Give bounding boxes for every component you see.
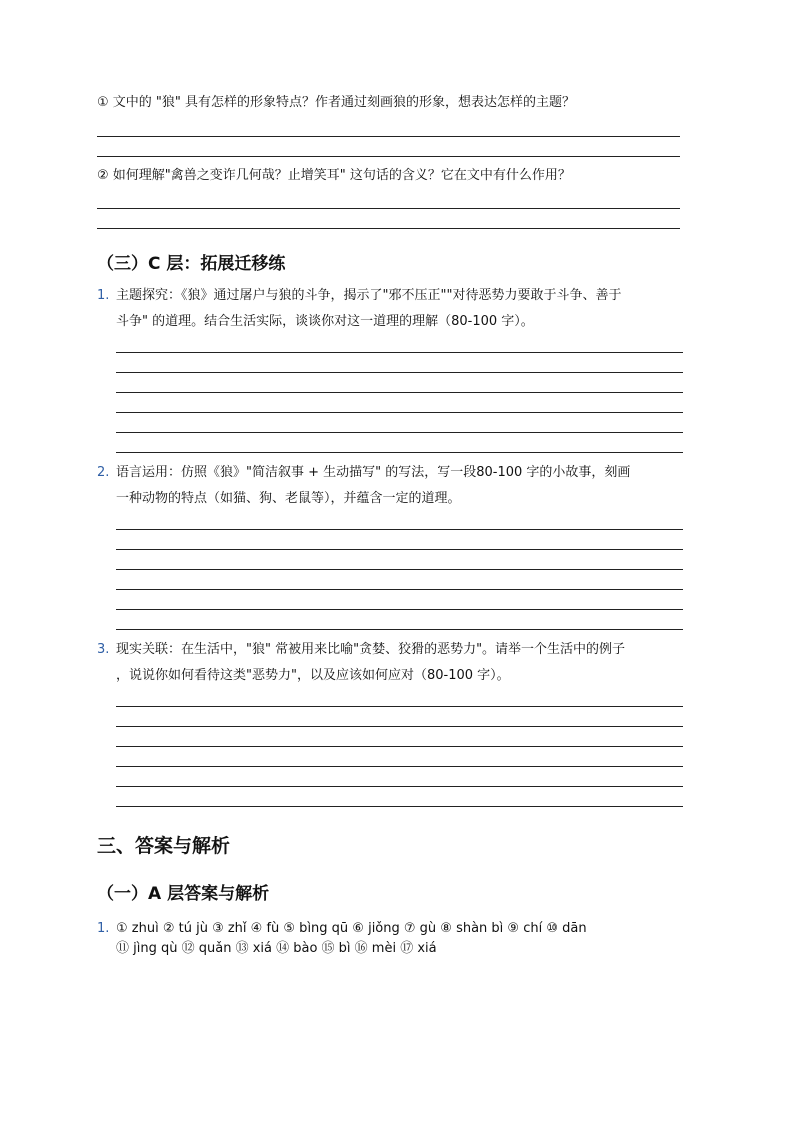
question-2: ② 如何理解"禽兽之变诈几何哉？止增笑耳" 这句话的含义？它在文中有什么作用？ [97, 168, 571, 183]
answer-pinyin-line-1: ① zhuì ② tú jù ③ zhǐ ④ fù ⑤ bìng qū ⑥ jiǒng ⑦ gù ⑧ shàn bì ⑨ chí ⑩ dān [116, 921, 587, 936]
answer-line [97, 228, 680, 229]
item-number: 1. [97, 921, 110, 936]
answer-line [116, 806, 683, 807]
answer-line [97, 208, 680, 209]
answer-line [116, 372, 683, 373]
item-number: 2. [97, 465, 110, 480]
answer-line [116, 452, 683, 453]
answer-line [116, 412, 683, 413]
item-number: 3. [97, 642, 110, 657]
answer-line [116, 766, 683, 767]
item-number: 1. [97, 288, 110, 303]
answer-line [116, 589, 683, 590]
answers-heading: 三、答案与解析 [97, 835, 231, 857]
item-2-text-line-2: 一种动物的特点（如猫、狗、老鼠等），并蕴含一定的道理。 [116, 491, 461, 506]
item-2-text-line-1: 语言运用：仿照《狼》"简洁叙事 + 生动描写" 的写法，写一段80-100 字的小故事，刻画 [116, 465, 631, 480]
item-1-text-line-1: 主题探究：《狼》通过屠户与狼的斗争，揭示了"邪不压正""对待恶势力要敢于斗争、善于 [116, 288, 622, 303]
answer-line [116, 352, 683, 353]
answer-line [116, 432, 683, 433]
answer-line [116, 549, 683, 550]
answer-line [116, 392, 683, 393]
answer-line [116, 726, 683, 727]
answer-line [116, 609, 683, 610]
answer-line [97, 136, 680, 137]
answer-line [116, 629, 683, 630]
answer-line [116, 786, 683, 787]
answer-line [116, 529, 683, 530]
item-3-text-line-2: ，说说你如何看待这类"恶势力"，以及应该如何应对（80-100 字）。 [116, 668, 510, 683]
item-1-text-line-2: 斗争" 的道理。结合生活实际，谈谈你对这一道理的理解（80-100 字）。 [116, 314, 534, 329]
answer-line [116, 746, 683, 747]
answer-line [116, 569, 683, 570]
answer-pinyin-line-2: ⑪ jìng qù ⑫ quǎn ⑬ xiá ⑭ bào ⑮ bì ⑯ mèi ⑰ xiá [116, 941, 437, 956]
section-c-heading: （三）C 层：拓展迁移练 [97, 254, 286, 274]
answer-line [116, 706, 683, 707]
answers-subheading: （一）A 层答案与解析 [97, 884, 270, 904]
question-1: ① 文中的 "狼" 具有怎样的形象特点？作者通过刻画狼的形象，想表达怎样的主题？ [97, 95, 576, 110]
item-3-text-line-1: 现实关联：在生活中，"狼" 常被用来比喻"贪婪、狡猾的恶势力"。请举一个生活中的例子 [116, 642, 626, 657]
answer-line [97, 156, 680, 157]
